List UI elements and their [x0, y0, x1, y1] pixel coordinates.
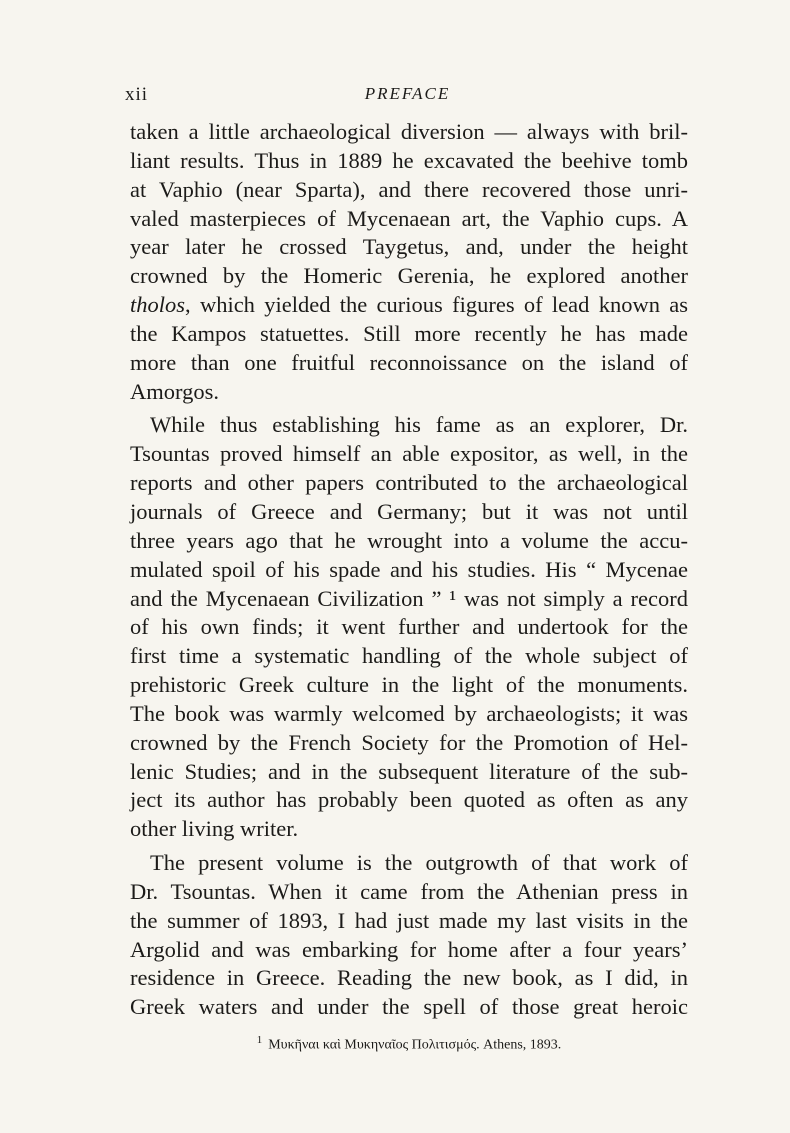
- text-line: The book was warmly welcomed by archaeologists; it was: [130, 700, 688, 726]
- text-line: mulated spoil of his spade and his studies. His “ Mycenae: [130, 556, 688, 582]
- page-header: [125, 80, 690, 110]
- paragraph-3: [130, 849, 688, 1022]
- text-line: ject its author has probably been quoted as often as any: [130, 787, 688, 813]
- text-line: tholos, which yielded the curious figures of lead known as: [130, 292, 688, 318]
- text-line: lenic Studies; and in the subsequent literature of the sub-: [130, 758, 688, 784]
- page-number: xii: [125, 84, 149, 105]
- text-line: more than one fruitful reconnoissance on the island of: [130, 349, 688, 375]
- footnote-text: Μυκῆναι καὶ Μυκηναῖος Πολιτισμός. Athens, 1893.: [268, 1037, 562, 1053]
- text-line: journals of Greece and Germany; but it was not until: [130, 498, 688, 524]
- text-line: While thus establishing his fame as an explorer, Dr.: [150, 412, 688, 438]
- text-line: the Kampos statuettes. Still more recently he has made: [130, 320, 688, 346]
- text-line: other living writer.: [130, 816, 299, 842]
- text-line: three years ago that he wrought into a volume the accu-: [130, 527, 688, 553]
- footnote: [130, 1034, 688, 1054]
- footnote-marker: 1: [256, 1034, 263, 1046]
- text-line: reports and other papers contributed to the archaeological: [130, 470, 688, 496]
- text-line: Tsountas proved himself an able expositor, as well, in the: [130, 441, 688, 467]
- italic-term: tholos: [130, 292, 186, 318]
- text-line: Dr. Tsountas. When it came from the Athenian press in: [130, 878, 688, 904]
- text-line: valed masterpieces of Mycenaean art, the Vaphio cups. A: [130, 205, 688, 231]
- text-line: of his own finds; it went further and undertook for the: [130, 614, 688, 640]
- text-line: liant results. Thus in 1889 he excavated the beehive tomb: [130, 147, 688, 173]
- paragraph-1: [130, 118, 688, 406]
- text-line: at Vaphio (near Sparta), and there recovered those unri-: [130, 176, 688, 202]
- text-line: Greek waters and under the spell of those great heroic: [130, 994, 688, 1020]
- running-title: PREFACE: [364, 84, 451, 103]
- text-line: the summer of 1893, I had just made my last visits in the: [130, 907, 688, 933]
- text-line: and the Mycenaean Civilization ” ¹ was not simply a record: [130, 585, 688, 611]
- paragraph-2: [130, 411, 688, 844]
- text-line: residence in Greece. Reading the new book, as I did, in: [130, 965, 688, 991]
- text-line: Argolid and was embarking for home after a four years’: [130, 936, 688, 962]
- text-line: crowned by the French Society for the Promotion of Hel-: [130, 729, 688, 755]
- text-line: crowned by the Homeric Gerenia, he explored another: [130, 263, 688, 289]
- text-line: first time a systematic handling of the whole subject of: [130, 643, 688, 669]
- text-line: The present volume is the outgrowth of that work of: [150, 850, 688, 876]
- text-line: prehistoric Greek culture in the light of the monuments.: [130, 672, 688, 698]
- text-line: year later he crossed Taygetus, and, under the height: [130, 234, 688, 260]
- body-text: [130, 118, 688, 1022]
- text-line: Amorgos.: [130, 378, 219, 404]
- text-line: taken a little archaeological diversion — always with bril-: [130, 119, 688, 144]
